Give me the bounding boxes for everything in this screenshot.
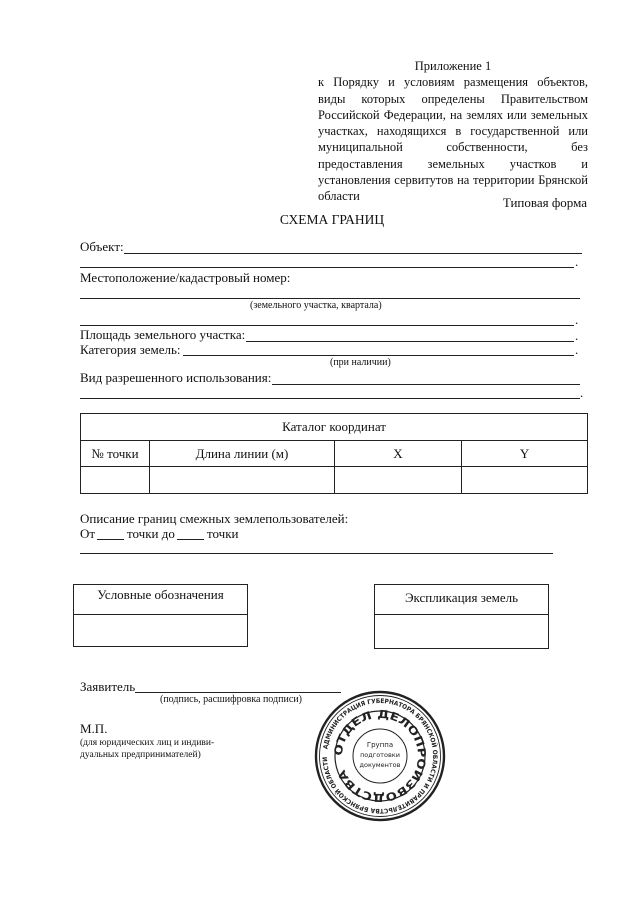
applicant-signature-line[interactable] [135,692,341,693]
location-end-dot: . [575,312,579,327]
usage-field-line-1[interactable] [272,384,580,385]
catalog-cell-length[interactable] [150,467,335,494]
borders-points-to-label: точки до [127,526,175,541]
category-hint: (при наличии) [330,357,391,368]
stamp-middle-text: ОТДЕЛ ДЕЛОПРОИЗВОДСТВА [331,707,429,805]
legend-box-title: Условные обозначения [74,585,247,615]
appendix-block [318,58,588,205]
legend-box [73,584,248,647]
mp-label: М.П. [80,721,108,736]
stamp-outer-text: АДМИНИСТРАЦИЯ ГУБЕРНАТОРА БРЯНСКОЙ ОБЛАСТИ И ПРАВИТЕЛЬСТВА БРЯНСКОЙ ОБЛАСТИ [321,697,439,815]
catalog-column-point: № точки [81,441,150,467]
location-label: Местоположение/кадастровый номер: [80,270,291,285]
stamp-center-line-3: документов [359,761,401,769]
category-label: Категория земель: [80,342,181,357]
category-field-line[interactable] [183,355,574,356]
catalog-title: Каталог координат [81,414,588,441]
category-end-dot: . [575,342,579,357]
area-field-line[interactable] [246,341,574,342]
catalog-column-length: Длина линии (м) [150,441,335,467]
applicant-hint: (подпись, расшифровка подписи) [160,694,302,705]
usage-end-dot: . [580,385,584,400]
appendix-text: к Порядку и условиям размещения объектов, виды которых определены Правительством Российской Федерации, на землях или земельных участках, находящихся в государственной или муниципальной собственности, без предоставления земельных участков и установления сервитутов на территории Брянской области [318,75,588,204]
borders-points-label: точки [207,526,239,541]
location-field-line-1[interactable] [80,298,580,299]
catalog-cell-y[interactable] [462,467,588,494]
area-end-dot: . [575,328,579,343]
official-stamp [314,690,446,822]
usage-field-line-2[interactable] [80,398,580,399]
object-end-dot: . [575,254,579,269]
object-label: Объект: [80,239,124,254]
location-field-line-2[interactable] [80,325,574,326]
borders-from-point-field[interactable] [97,539,124,540]
mp-hint-line-2: дуальных предпринимателей) [80,750,201,760]
coordinate-catalog-table [80,413,588,494]
mp-hint-line-1: (для юридических лиц и индиви- [80,738,215,748]
location-hint: (земельного участка, квартала) [250,300,382,311]
appendix-title: Приложение 1 [414,59,492,73]
borders-to-point-field[interactable] [177,539,204,540]
explication-box-title: Экспликация земель [375,585,548,615]
area-label: Площадь земельного участка: [80,327,246,342]
object-field-line-1[interactable] [124,253,582,254]
catalog-column-y: Y [462,441,588,467]
borders-label: Описание границ смежных землепользователей: [80,511,349,526]
usage-label: Вид разрешенного использования: [80,370,272,385]
catalog-cell-point[interactable] [81,467,150,494]
catalog-column-x: X [335,441,462,467]
object-field-line-2[interactable] [80,267,574,268]
document-title [0,212,640,228]
document-title-text: СХЕМА ГРАНИЦ [279,212,385,227]
borders-description-line[interactable] [80,553,553,554]
stamp-center-line-1: Группа [366,741,394,749]
explication-box [374,584,549,649]
catalog-cell-x[interactable] [335,467,462,494]
applicant-label: Заявитель [80,679,136,694]
borders-from-label: От [80,526,96,541]
form-type-label: Типовая форма [502,195,587,210]
stamp-center-line-2: подготовки [360,751,400,759]
